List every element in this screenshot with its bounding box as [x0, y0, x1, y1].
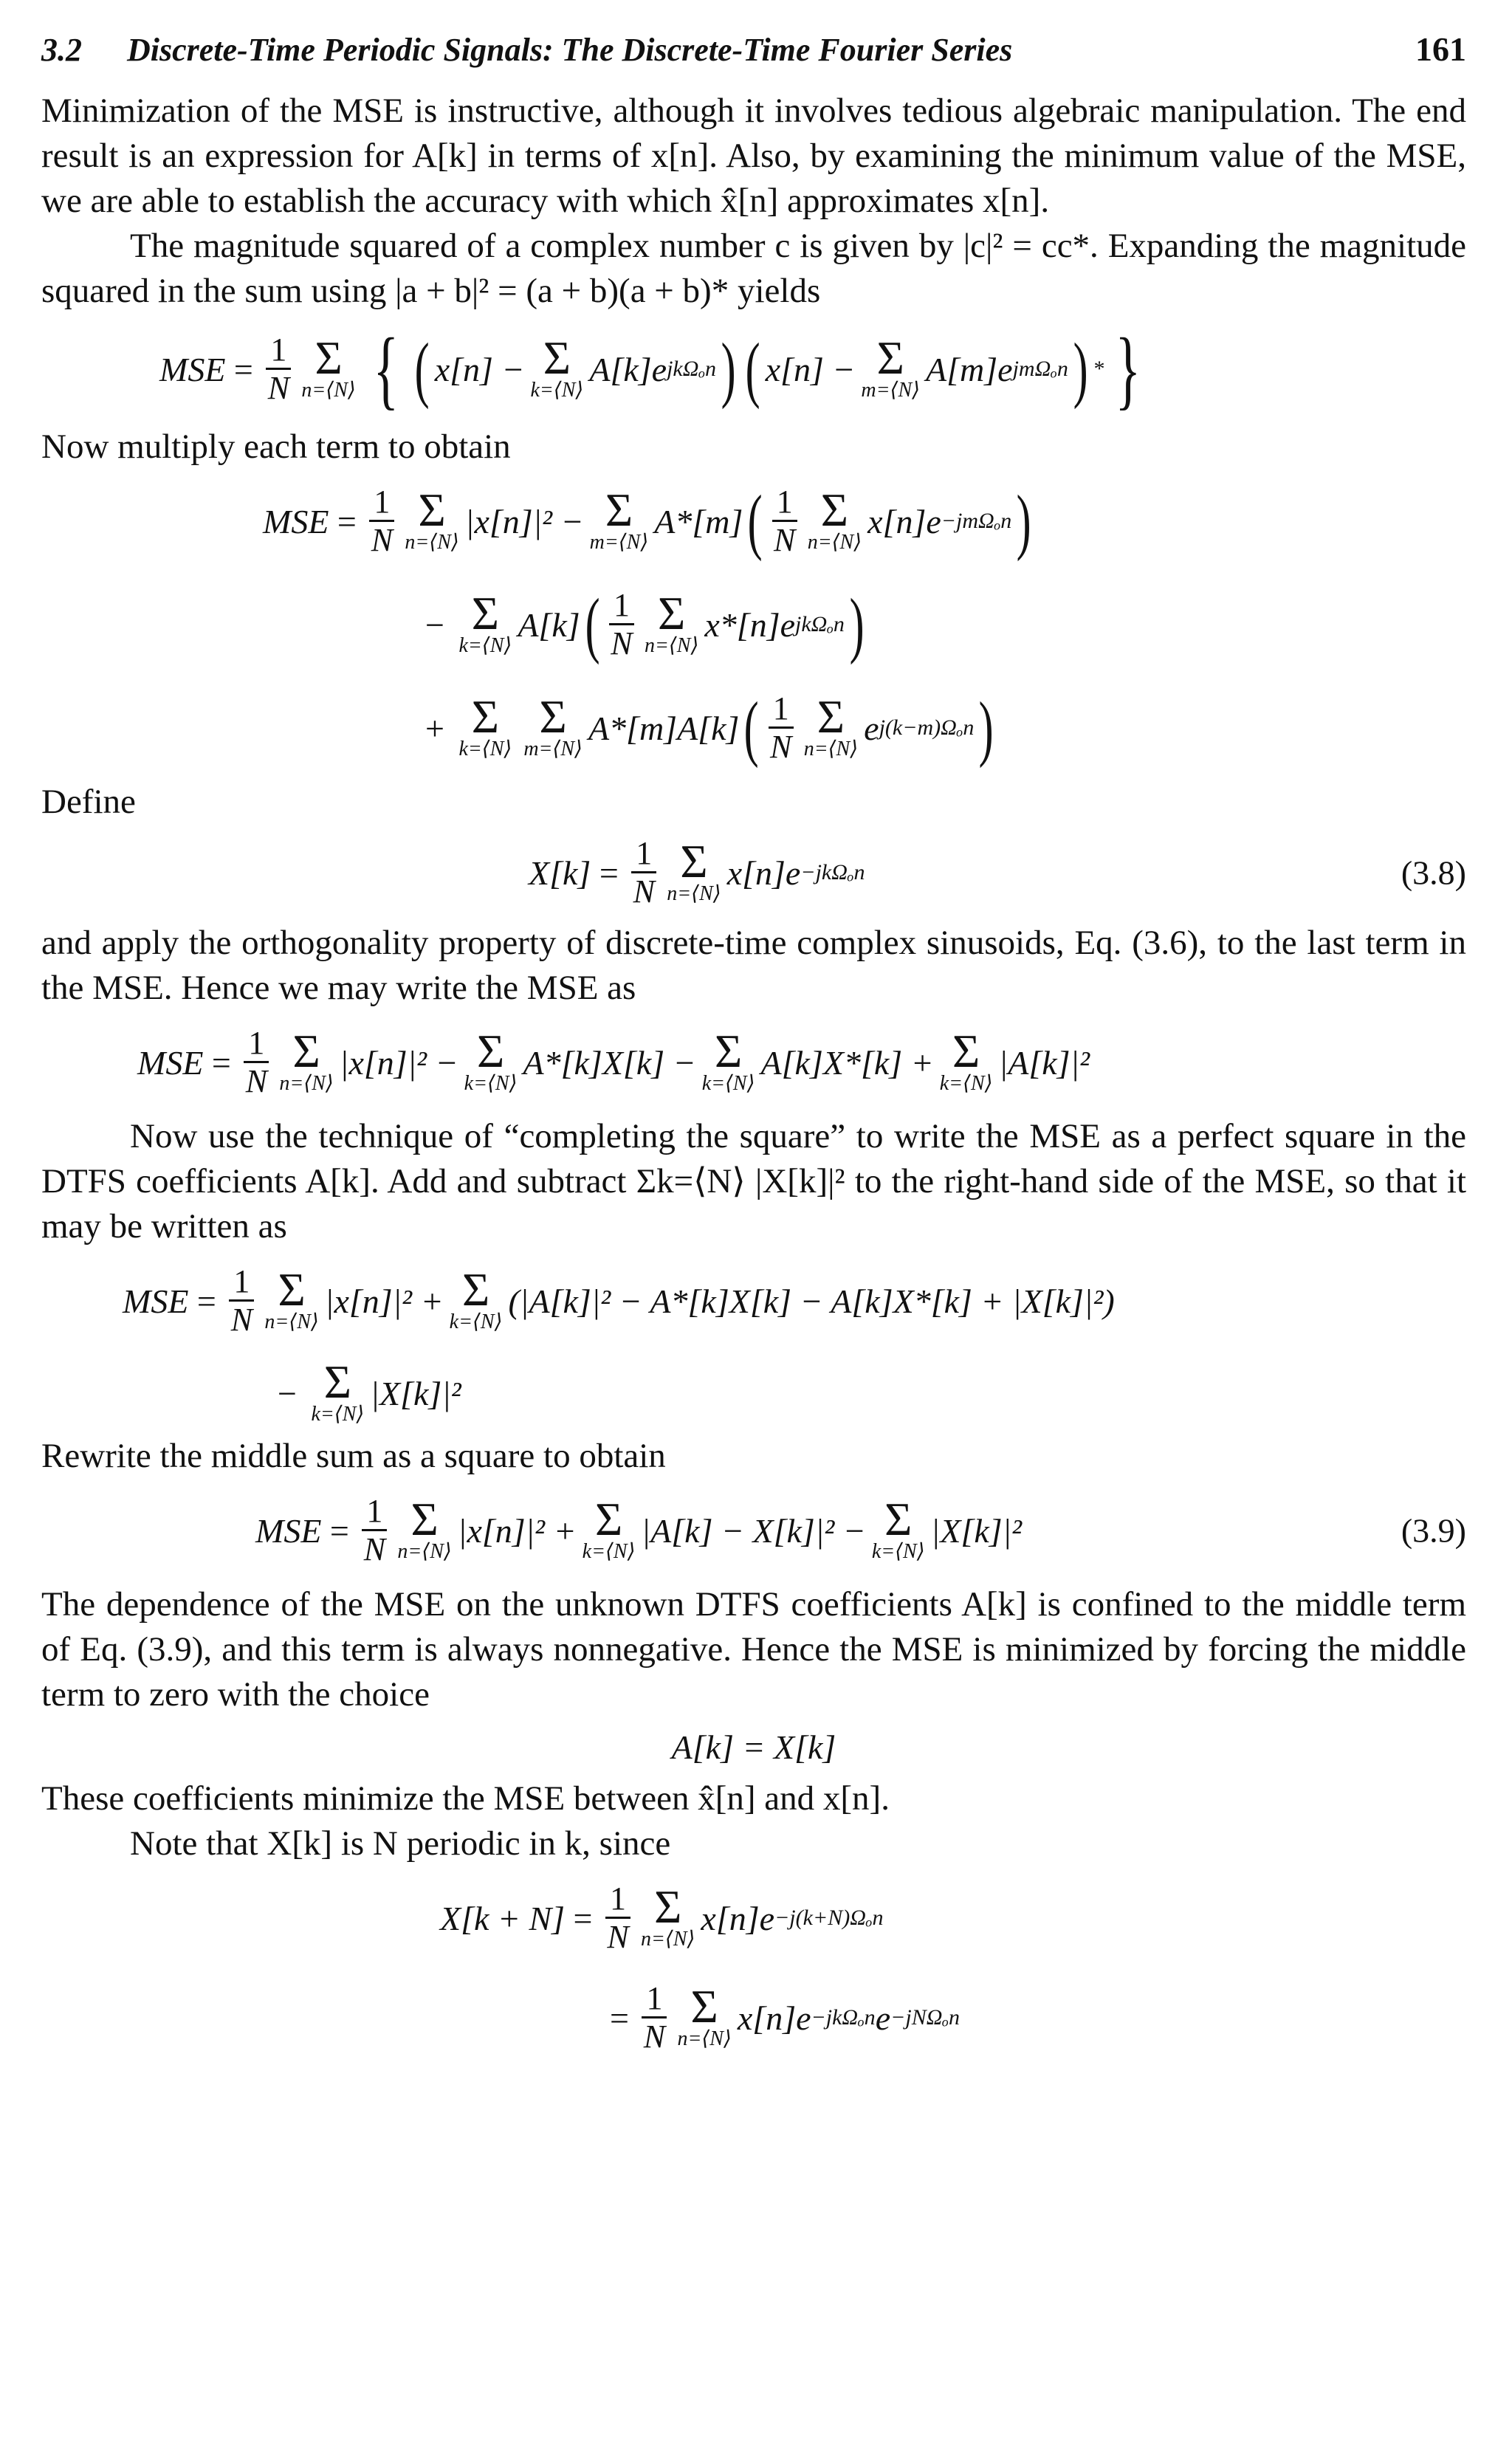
equation-mse-completing-square-line2: − Σ k=⟨N⟩ |X[k]|²	[278, 1356, 461, 1426]
paragraph-10: Note that X[k] is N periodic in k, since	[130, 1824, 671, 1863]
equation-periodicity-line1: X[k + N] = $\frac{1}{N}$ Σ n=⟨N⟩ x[n]e −j(k+N)Ωₒn	[440, 1880, 884, 1955]
equation-3-9: MSE = $\frac{1}{N}$ Σ n=⟨N⟩ |x[n]|² + Σ k=⟨N⟩ |A[k] − X[k]|² − Σ k=⟨N⟩ |X[k]|² (3.9)	[255, 1492, 1466, 1567]
sum-over-k: Σ k=⟨N⟩	[530, 331, 584, 402]
paragraph-9: These coefficients minimize the MSE between x̂[n] and x[n].	[41, 1779, 890, 1818]
equation-mse-expanded: MSE = $\frac{1}{N}$ Σ n=⟨N⟩ { ( x[n] − Σ k=⟨N⟩ A[k]e jkΩₒn ) ( x[n] − Σ m=⟨N⟩ A[m]e jmΩₒn ) * }	[159, 320, 1141, 418]
paragraph-6: Now use the technique of “completing the square” to write the MSE as a perfect square in the DTFS coefficients A[k]. Add and subtract Σk=⟨N⟩ |X[k]|² to the right-hand side of the MSE, so that it may be written as	[41, 1117, 1466, 1246]
paragraph-5: and apply the orthogonality property of discrete-time complex sinusoids, Eq. (3.6), to the last term in the MSE. Hence we may write the MSE as	[41, 924, 1466, 1007]
equation-optimal-choice: A[k] = X[k]	[671, 1728, 836, 1766]
section-number: 3.2	[41, 32, 82, 68]
equation-mse-completing-square-line1: MSE = $\frac{1}{N}$ Σ n=⟨N⟩ |x[n]|² + Σ k=⟨N⟩ (|A[k]|² − A*[k]X[k] − A[k]X*[k] + |X[k]|²)	[123, 1262, 1115, 1338]
paragraph-3: Now multiply each term to obtain	[41, 427, 511, 466]
textbook-page	[41, 30, 1466, 2066]
mse-symbol: MSE	[159, 350, 226, 388]
paragraph-4: Define	[41, 783, 136, 821]
sum-over-n: Σ n=⟨N⟩	[301, 331, 356, 402]
paragraph-8: The dependence of the MSE on the unknown DTFS coefficients A[k] is confined to the middle term of Eq. (3.9), and this term is always nonnegative. Hence the MSE is minimized by forcing the middle term to zero with the choice	[41, 1585, 1466, 1714]
paragraph-7: Rewrite the middle sum as a square to obtain	[41, 1437, 666, 1475]
sum-over-m: Σ m=⟨N⟩	[861, 331, 921, 402]
equation-mse-multiplied-line3: + Σ k=⟨N⟩ Σ m=⟨N⟩ A*[m]A[k] ( $\frac{1}{N}$ Σ n=⟨N⟩ e j(k−m)Ωₒn )	[425, 687, 994, 769]
equation-number-3-9: (3.9)	[1401, 1511, 1466, 1550]
equation-periodicity-line2: = $\frac{1}{N}$ Σ n=⟨N⟩ x[n]e −jkΩₒn e −jNΩₒn	[610, 1979, 960, 2055]
running-header	[41, 30, 1466, 81]
equation-number-3-8: (3.8)	[1401, 853, 1466, 892]
equation-3-8: X[k] = $\frac{1}{N}$ Σ n=⟨N⟩ x[n]e −jkΩₒn (3.8)	[529, 834, 1466, 910]
paragraph-1: Minimization of the MSE is instructive, although it involves tedious algebraic manipulation. The end result is an expression for A[k] in terms of x[n]. Also, by examining the minimum value of the MSE, we are able to establish the accuracy with which x̂[n] approximates x[n].	[41, 92, 1466, 220]
page-number: 161	[1415, 30, 1466, 68]
equation-mse-orthogonality: MSE = $\frac{1}{N}$ Σ n=⟨N⟩ |x[n]|² − Σ k=⟨N⟩ A*[k]X[k] − Σ k=⟨N⟩ A[k]X*[k] + Σ k=⟨N⟩ |A[k]|²	[137, 1024, 1090, 1099]
equation-mse-multiplied-line2: − Σ k=⟨N⟩ A[k] ( $\frac{1}{N}$ Σ n=⟨N⟩ x*[n]e jkΩₒn )	[425, 583, 865, 665]
equation-mse-multiplied-line1: MSE = $\frac{1}{N}$ Σ n=⟨N⟩ |x[n]|² − Σ m=⟨N⟩ A*[m] ( $\frac{1}{N}$ Σ n=⟨N⟩ x[n]e −jmΩₒn )	[263, 480, 1031, 562]
section-title: Discrete-Time Periodic Signals: The Discrete-Time Fourier Series	[127, 32, 1013, 68]
fraction-1-over-N: $\frac{1}{N}$	[266, 332, 291, 407]
paragraph-2: The magnitude squared of a complex number c is given by |c|² = cc*. Expanding the magnitude squared in the sum using |a + b|² = (a + b)(a + b)* yields	[41, 227, 1466, 310]
